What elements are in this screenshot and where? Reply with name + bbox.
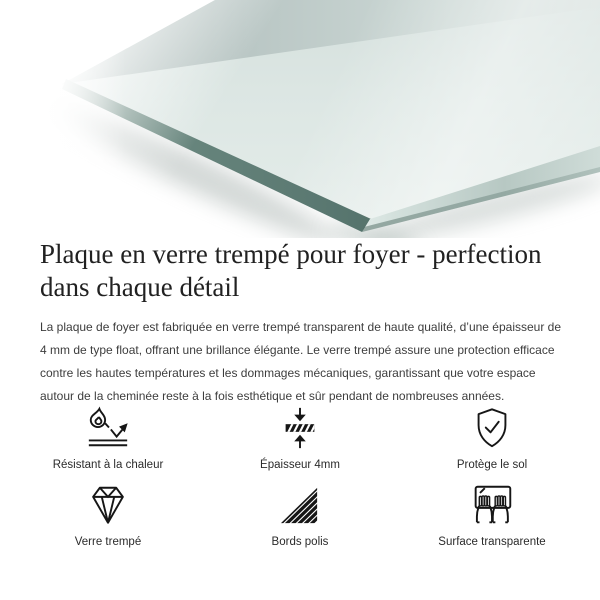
transparent-surface-icon: [467, 481, 517, 527]
feature-floor-protection: [396, 404, 588, 471]
feature-label: Bords polis: [271, 536, 329, 548]
polished-edges-icon: [277, 481, 323, 527]
feature-tempered-glass: [12, 481, 204, 548]
page-title: Plaque en verre trempé pour foyer - perfection dans chaque détail: [40, 239, 542, 302]
shield-check-icon: [469, 404, 515, 450]
feature-heat-resistant: [12, 404, 204, 471]
feature-label: Verre trempé: [74, 536, 142, 548]
feature-transparent-surface: [396, 481, 588, 548]
product-description-text: La plaque de foyer est fabriquée en verre trempé transparent de haute qualité, d’une épaisseur de 4 mm de type float, offrant une brillance élégante. Le verre trempé assure une protection efficace contre les hautes températures et les dommages mécaniques, garantissant que votre espace autour de la cheminée reste à la fois esthétique et sûr pendant de nombreuses années.: [40, 320, 562, 403]
feature-label: Surface transparente: [438, 536, 546, 548]
feature-label: Résistant à la chaleur: [52, 459, 164, 471]
product-photo-glass-sheet: [0, 0, 600, 238]
heat-resistant-icon: [85, 404, 131, 450]
feature-grid: [12, 404, 588, 548]
feature-label: Protège le sol: [456, 459, 528, 471]
feature-label: Épaisseur 4mm: [260, 459, 340, 471]
feature-thickness: [204, 404, 396, 471]
thickness-icon: [277, 404, 323, 450]
feature-polished-edges: [204, 481, 396, 548]
diamond-icon: [85, 481, 131, 527]
